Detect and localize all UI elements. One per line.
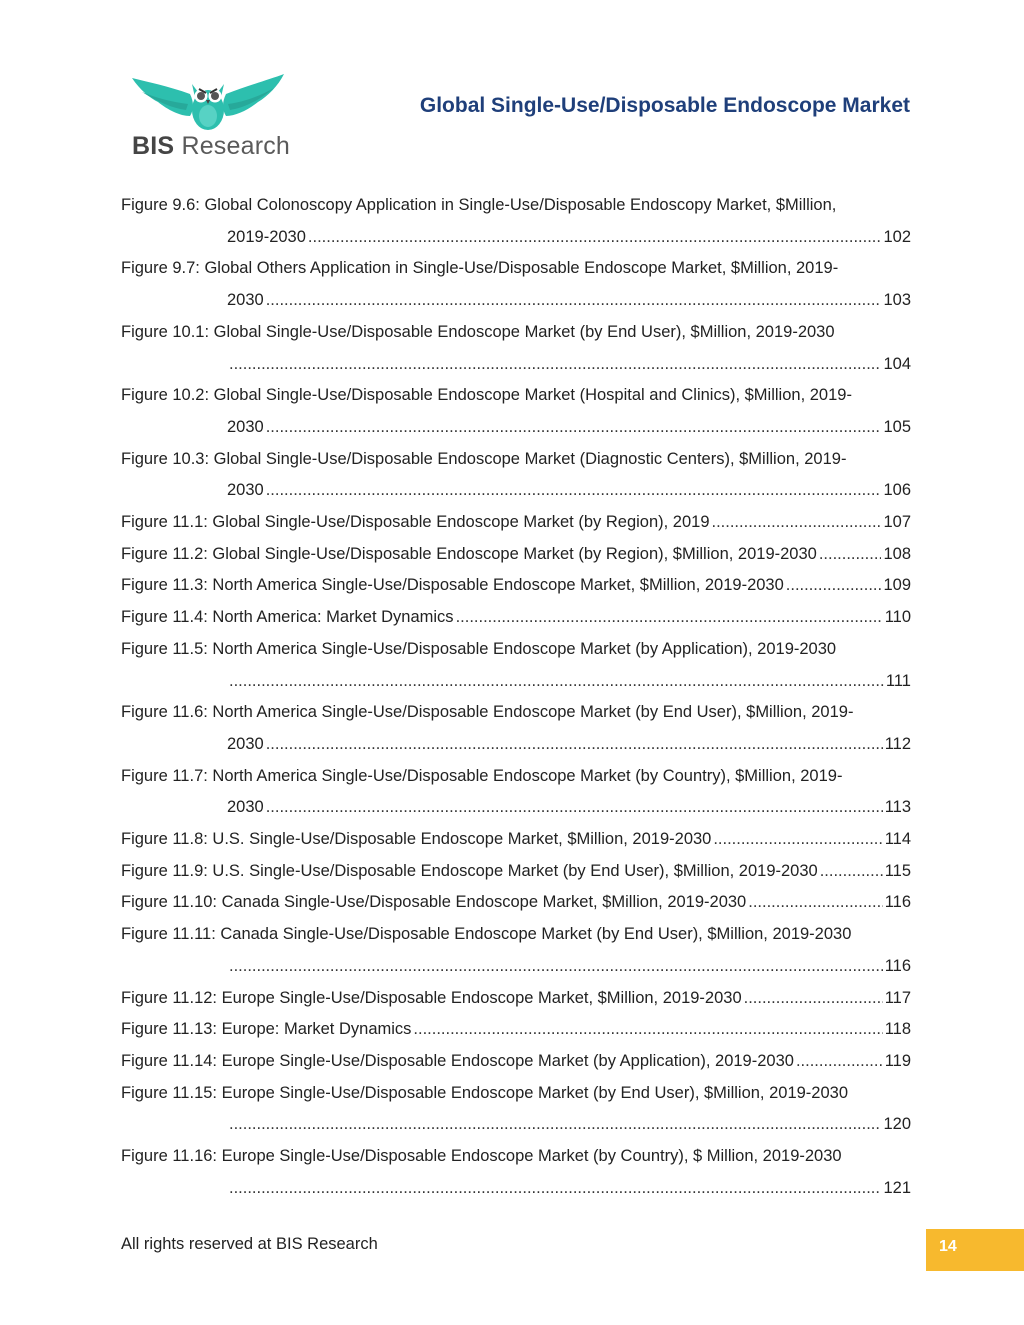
logo-wordmark: BIS Research bbox=[132, 132, 291, 160]
dot-leader bbox=[820, 856, 883, 888]
toc-page-number: 116 bbox=[884, 893, 911, 912]
toc-page-number: 102 bbox=[883, 227, 911, 246]
toc-entry[interactable] bbox=[121, 919, 911, 982]
toc-page-number: 111 bbox=[885, 671, 911, 690]
bis-research-logo bbox=[128, 72, 291, 162]
toc-page-number: 113 bbox=[884, 798, 911, 817]
toc-entry-text: 2030 bbox=[227, 417, 264, 436]
toc-entry[interactable] bbox=[121, 1141, 911, 1204]
dot-leader bbox=[229, 349, 881, 381]
page-number: 14 bbox=[939, 1238, 957, 1255]
toc-entry[interactable] bbox=[121, 317, 911, 380]
dot-leader bbox=[266, 412, 882, 444]
dot-leader bbox=[712, 507, 882, 539]
toc-page-number: 108 bbox=[883, 544, 911, 563]
dot-leader bbox=[266, 792, 883, 824]
toc-entry-text: 2030 bbox=[227, 798, 264, 817]
toc-entry-text: Figure 11.16: Europe Single-Use/Disposable Endoscope Market (by Country), $ Million, 2019-2030 bbox=[121, 1147, 842, 1166]
toc-page-number: 121 bbox=[883, 1178, 911, 1197]
toc-entry[interactable] bbox=[121, 1078, 911, 1141]
toc-page-number: 116 bbox=[884, 956, 911, 975]
toc-page-number: 112 bbox=[884, 734, 911, 753]
toc-page-number: 118 bbox=[884, 1020, 911, 1039]
dot-leader bbox=[796, 1046, 883, 1078]
dot-leader bbox=[229, 666, 884, 698]
toc-page-number: 117 bbox=[884, 988, 911, 1007]
owl-logo-icon bbox=[128, 72, 288, 134]
toc-entry-text: Figure 9.6: Global Colonoscopy Application in Single-Use/Disposable Endoscopy Market, $Million, bbox=[121, 196, 837, 214]
toc-entry[interactable] bbox=[121, 602, 911, 634]
dot-leader bbox=[229, 951, 883, 983]
toc-entry-text: Figure 11.6: North America Single-Use/Disposable Endoscope Market (by End User), $Million, 2019- bbox=[121, 703, 854, 722]
toc-page-number: 119 bbox=[884, 1051, 911, 1070]
toc-entry-text: Figure 11.12: Europe Single-Use/Disposable Endoscope Market, $Million, 2019-2030 bbox=[121, 988, 742, 1007]
toc-entry-text: Figure 11.1: Global Single-Use/Disposable Endoscope Market (by Region), 2019 bbox=[121, 513, 710, 532]
toc-entry[interactable] bbox=[121, 824, 911, 856]
dot-leader bbox=[748, 887, 882, 919]
dot-leader bbox=[229, 1173, 881, 1205]
dot-leader bbox=[786, 570, 882, 602]
toc-page-number: 120 bbox=[883, 1115, 911, 1134]
dot-leader bbox=[744, 983, 883, 1015]
toc-entry-text: Figure 11.3: North America Single-Use/Disposable Endoscope Market, $Million, 2019-2030 bbox=[121, 576, 784, 595]
toc-entry[interactable] bbox=[121, 634, 911, 697]
table-of-figures bbox=[121, 190, 911, 1205]
toc-page-number: 107 bbox=[883, 513, 911, 532]
toc-entry[interactable] bbox=[121, 380, 911, 443]
toc-entry-text: Figure 11.11: Canada Single-Use/Disposable Endoscope Market (by End User), $Million, 2019-2030 bbox=[121, 925, 852, 944]
toc-entry[interactable] bbox=[121, 253, 911, 316]
toc-entry-text: Figure 11.2: Global Single-Use/Disposable Endoscope Market (by Region), $Million, 2019-2030 bbox=[121, 544, 817, 563]
toc-entry[interactable] bbox=[121, 507, 911, 539]
dot-leader bbox=[266, 285, 882, 317]
dot-leader bbox=[413, 1014, 882, 1046]
toc-entry[interactable] bbox=[121, 983, 911, 1015]
dot-leader bbox=[229, 1109, 881, 1141]
toc-page-number: 105 bbox=[883, 417, 911, 436]
dot-leader bbox=[456, 602, 883, 634]
toc-page-number: 114 bbox=[884, 830, 911, 849]
toc-page-number: 110 bbox=[884, 608, 911, 627]
dot-leader bbox=[819, 539, 882, 571]
toc-entry-text: 2030 bbox=[227, 734, 264, 753]
toc-entry[interactable] bbox=[121, 856, 911, 888]
toc-entry-text: 2019-2030 bbox=[227, 227, 306, 246]
toc-entry-text: Figure 9.7: Global Others Application in Single-Use/Disposable Endoscope Market, $Million, 2019- bbox=[121, 259, 839, 278]
toc-page-number: 103 bbox=[883, 291, 911, 310]
dot-leader bbox=[713, 824, 882, 856]
dot-leader bbox=[266, 475, 882, 507]
document-title: Global Single-Use/Disposable Endoscope Market bbox=[419, 94, 910, 117]
toc-page-number: 104 bbox=[883, 354, 911, 373]
dot-leader bbox=[308, 222, 882, 254]
toc-entry-text: Figure 11.5: North America Single-Use/Disposable Endoscope Market (by Application), 2019-2030 bbox=[121, 639, 837, 658]
toc-entry[interactable] bbox=[121, 761, 911, 824]
toc-entry[interactable] bbox=[121, 1046, 911, 1078]
toc-entry-text: Figure 10.1: Global Single-Use/Disposable Endoscope Market (by End User), $Million, 2019-2030 bbox=[121, 322, 835, 341]
toc-entry-text: Figure 11.14: Europe Single-Use/Disposable Endoscope Market (by Application), 2019-2030 bbox=[121, 1051, 794, 1070]
toc-entry-text: Figure 11.13: Europe: Market Dynamics bbox=[121, 1020, 412, 1039]
page-number-badge bbox=[926, 1229, 1024, 1271]
toc-entry[interactable] bbox=[121, 570, 911, 602]
footer-rights: All rights reserved at BIS Research bbox=[121, 1235, 378, 1253]
toc-entry-text: Figure 11.9: U.S. Single-Use/Disposable Endoscope Market (by End User), $Million, 2019-2030 bbox=[121, 861, 818, 880]
toc-page-number: 106 bbox=[883, 481, 911, 500]
toc-entry[interactable] bbox=[121, 539, 911, 571]
toc-entry[interactable] bbox=[121, 444, 911, 507]
toc-entry[interactable] bbox=[121, 887, 911, 919]
toc-entry-text: 2030 bbox=[227, 291, 264, 310]
toc-entry-text: Figure 11.10: Canada Single-Use/Disposable Endoscope Market, $Million, 2019-2030 bbox=[121, 893, 747, 912]
toc-entry-text: Figure 11.8: U.S. Single-Use/Disposable Endoscope Market, $Million, 2019-2030 bbox=[121, 830, 712, 849]
toc-entry-text: Figure 10.2: Global Single-Use/Disposable Endoscope Market (Hospital and Clinics), $Million, 2019- bbox=[121, 386, 852, 405]
toc-entry-text: Figure 10.3: Global Single-Use/Disposable Endoscope Market (Diagnostic Centers), $Million, 2019- bbox=[121, 449, 847, 468]
dot-leader bbox=[266, 729, 883, 761]
toc-entry-text: Figure 11.4: North America: Market Dynamics bbox=[121, 608, 454, 627]
toc-page-number: 115 bbox=[884, 861, 911, 880]
toc-entry[interactable] bbox=[121, 190, 911, 253]
toc-entry[interactable] bbox=[121, 697, 911, 760]
toc-entry-text: Figure 11.7: North America Single-Use/Disposable Endoscope Market (by Country), $Million, 2019- bbox=[121, 766, 843, 785]
toc-entry[interactable] bbox=[121, 1014, 911, 1046]
toc-entry-text: Figure 11.15: Europe Single-Use/Disposable Endoscope Market (by End User), $Million, 2019-2030 bbox=[121, 1083, 848, 1102]
toc-page-number: 109 bbox=[883, 576, 911, 595]
toc-entry-text: 2030 bbox=[227, 481, 264, 500]
